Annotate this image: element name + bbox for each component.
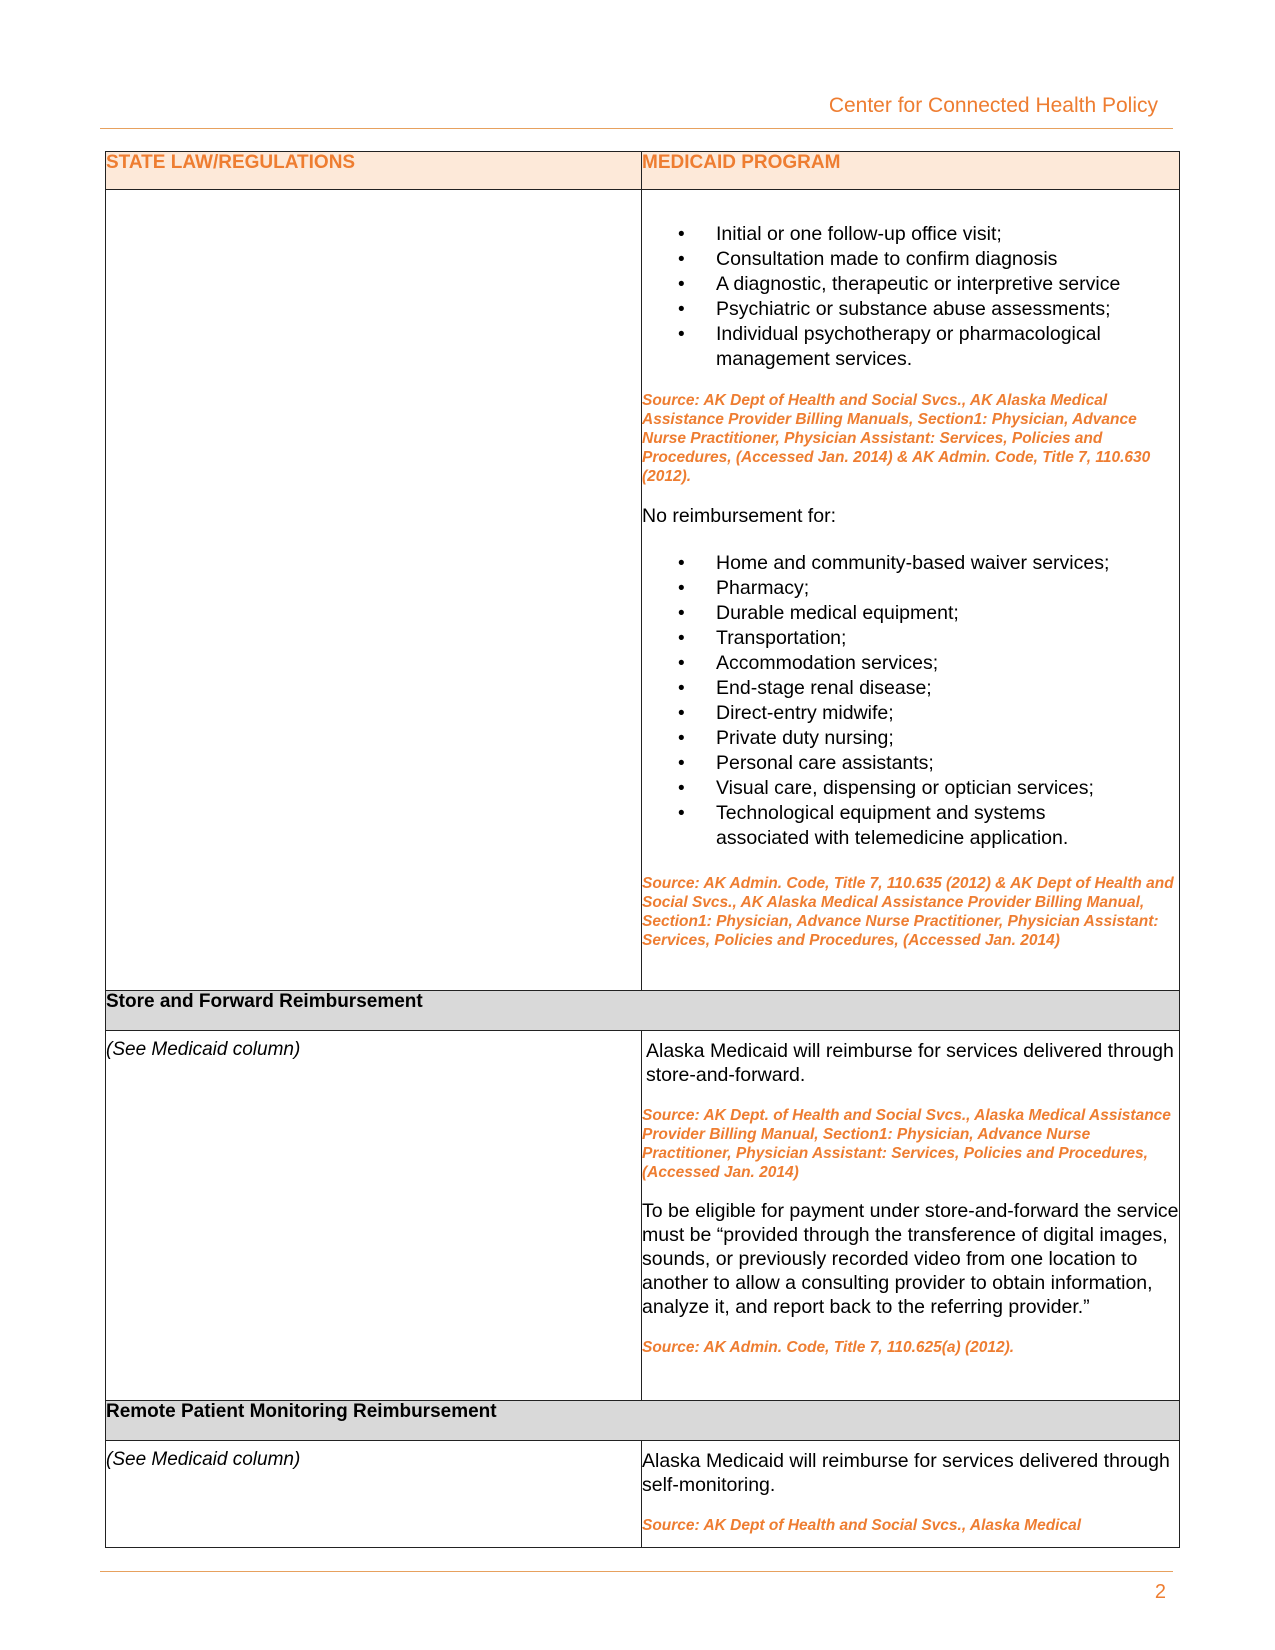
list-item: • Technological equipment and systems associated with telemedicine application. xyxy=(642,801,1179,851)
source-citation: Source: AK Admin. Code, Title 7, 110.635 (2012) & AK Dept of Health and Social Svcs., AK Alaska Medical Assistance Provider Billing Manual, Section1: Physician, Advance Nurse Practitioner, Physician Assistant: Services, Policies and Procedures, (Accessed Jan. 2014) xyxy=(642,875,1174,949)
source-citation: Source: AK Dept of Health and Social Svcs., Alaska Medical xyxy=(642,1517,1082,1534)
source-citation: Source: AK Dept. of Health and Social Svcs., Alaska Medical Assistance Provider Billing Manual, Section1: Physician, Advance Nurse Practitioner, Physician Assistant: Services, Policies and Procedures, (Accessed Jan. 2014) xyxy=(642,1107,1171,1181)
list-item: • Pharmacy; xyxy=(642,576,1179,601)
state-law-cell: (See Medicaid column) xyxy=(106,1031,642,1401)
section-row-store-forward xyxy=(106,991,1180,1031)
no-reimbursement-intro: No reimbursement for: xyxy=(642,505,836,527)
list-item: • End-stage renal disease; xyxy=(642,676,1179,701)
list-item: • Individual psychotherapy or pharmacological management services. xyxy=(642,322,1179,372)
medicaid-text: Alaska Medicaid will reimburse for services delivered through store-and-forward. xyxy=(646,1040,1174,1086)
list-item: • Home and community-based waiver services; xyxy=(642,551,1179,576)
list-item: • Transportation; xyxy=(642,626,1179,651)
medicaid-cell xyxy=(642,1441,1180,1548)
header-divider xyxy=(100,128,1173,129)
medicaid-cell xyxy=(642,1031,1180,1401)
policy-table xyxy=(105,151,1180,1548)
list-item: • Initial or one follow-up office visit; xyxy=(642,222,1179,247)
covered-services-list xyxy=(642,222,1179,372)
list-item: • Psychiatric or substance abuse assessments; xyxy=(642,297,1179,322)
list-item: • Durable medical equipment; xyxy=(642,601,1179,626)
table-row xyxy=(106,190,1180,991)
table-row xyxy=(106,1031,1180,1401)
state-law-cell-empty xyxy=(106,190,642,991)
section-row-remote-monitoring xyxy=(106,1401,1180,1441)
footer-divider xyxy=(100,1571,1173,1572)
eligibility-text: To be eligible for payment under store-and-forward the service must be “provided through the transference of digital images, sounds, or previously recorded video from one location to another to allow a consulting provider to obtain information, analyze it, and report back to the referring provider.” xyxy=(642,1200,1179,1318)
column-header-state-law: STATE LAW/REGULATIONS xyxy=(106,152,642,190)
list-item: • Accommodation services; xyxy=(642,651,1179,676)
medicaid-text: Alaska Medicaid will reimburse for services delivered through self-monitoring. xyxy=(642,1450,1170,1496)
list-item: • Direct-entry midwife; xyxy=(642,701,1179,726)
section-title: Remote Patient Monitoring Reimbursement xyxy=(106,1401,1180,1441)
column-header-medicaid: MEDICAID PROGRAM xyxy=(642,152,1180,190)
page-number: 2 xyxy=(1154,1581,1166,1603)
state-law-cell: (See Medicaid column) xyxy=(106,1441,642,1548)
table-row xyxy=(106,1441,1180,1548)
list-item: • Personal care assistants; xyxy=(642,751,1179,776)
source-citation: Source: AK Dept of Health and Social Svcs., AK Alaska Medical Assistance Provider Billing Manuals, Section1: Physician, Advance Nurse Practitioner, Physician Assistant: Services, Policies and Procedures, (Accessed Jan. 2014) & AK Admin. Code, Title 7, 110.630 (2012). xyxy=(642,392,1151,485)
table-header-row xyxy=(106,152,1180,190)
list-item: • Visual care, dispensing or optician services; xyxy=(642,776,1179,801)
source-citation: Source: AK Admin. Code, Title 7, 110.625(a) (2012). xyxy=(642,1339,1015,1356)
organization-header: Center for Connected Health Policy xyxy=(828,94,1158,117)
medicaid-cell xyxy=(642,190,1180,991)
not-covered-list xyxy=(642,551,1179,851)
list-item: • Consultation made to confirm diagnosis xyxy=(642,247,1179,272)
list-item: • Private duty nursing; xyxy=(642,726,1179,751)
section-title: Store and Forward Reimbursement xyxy=(106,991,1180,1031)
list-item: • A diagnostic, therapeutic or interpretive service xyxy=(642,272,1179,297)
